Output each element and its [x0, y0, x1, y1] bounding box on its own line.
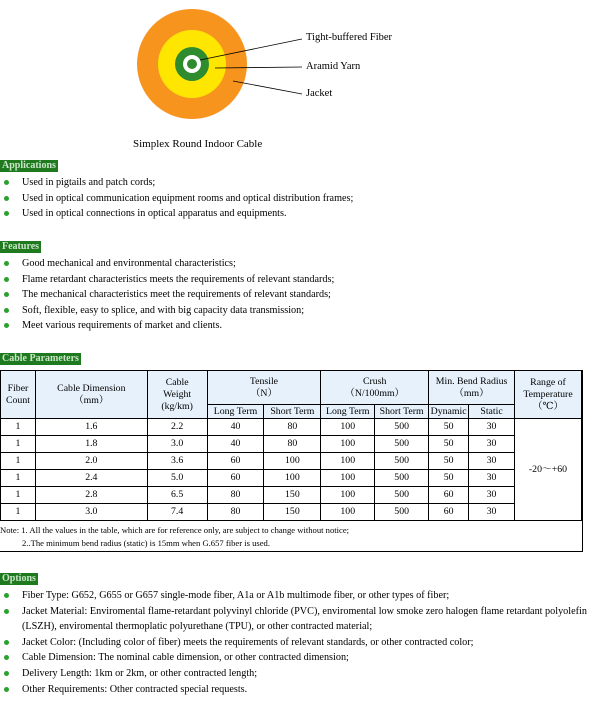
table-cell: 6.5 — [147, 487, 207, 504]
parameters-table — [0, 370, 582, 521]
bullet-icon — [4, 687, 9, 692]
table-cell: 500 — [375, 470, 429, 487]
bullet-icon — [4, 211, 9, 216]
list-item-text: Used in optical connections in optical apparatus and equipments. — [22, 208, 287, 220]
bullet-icon — [4, 277, 9, 282]
options-heading: Options — [2, 573, 36, 584]
table-cell: 30 — [469, 419, 515, 436]
table-cell: 500 — [375, 504, 429, 521]
table-cell: 2.8 — [35, 487, 147, 504]
cable-diagram-svg — [130, 6, 420, 126]
table-cell: 30 — [469, 504, 515, 521]
features-list — [0, 256, 334, 334]
list-item — [0, 604, 597, 635]
table-cell: 30 — [469, 436, 515, 453]
list-item — [0, 666, 597, 682]
note-1: Note: 1. All the values in the table, which are for reference only, are subject to change without notice; — [0, 525, 350, 535]
header-crush-long: Long Term — [321, 405, 375, 419]
table-row — [1, 487, 582, 504]
table-cell: 7.4 — [147, 504, 207, 521]
table-cell: 2.4 — [35, 470, 147, 487]
table-cell: 30 — [469, 470, 515, 487]
table-row — [1, 436, 582, 453]
table-cell: 1 — [1, 436, 36, 453]
list-item — [0, 303, 334, 319]
table-cell: 1.8 — [35, 436, 147, 453]
diagram-caption: Simplex Round Indoor Cable — [133, 138, 263, 150]
bullet-icon — [4, 640, 9, 645]
table-cell: 500 — [375, 453, 429, 470]
table-cell: 500 — [375, 419, 429, 436]
table-cell: 60 — [207, 470, 264, 487]
bullet-icon — [4, 323, 9, 328]
list-item-text: Soft, flexible, easy to splice, and with big capacity data transmission; — [22, 304, 305, 316]
list-item-text: Jacket Color: (Including color of fiber) meets the requirements of relevant standards, or other contracted color; — [22, 636, 474, 648]
header-crush: Crush （N/100mm） — [321, 371, 429, 405]
bullet-icon — [4, 593, 9, 598]
table-cell: 30 — [469, 487, 515, 504]
table-cell: 100 — [264, 470, 321, 487]
label-tight-buffered-fiber: Tight-buffered Fiber — [306, 32, 393, 43]
list-item — [0, 588, 597, 604]
list-item-text: Meet various requirements of market and clients. — [22, 320, 223, 332]
table-cell: 60 — [429, 487, 469, 504]
table-cell: 40 — [207, 419, 264, 436]
list-item-text: Fiber Type: G652, G655 or G657 single-mode fiber, A1a or A1b multimode fiber, or other types of fiber; — [22, 590, 450, 601]
table-cell: 1 — [1, 487, 36, 504]
leader-line-jacket — [233, 81, 302, 94]
cable-cross-section-diagram — [130, 6, 420, 126]
table-cell: 1 — [1, 470, 36, 487]
list-item-text: Delivery Length: 1km or 2km, or other contracted length; — [22, 667, 258, 679]
table-notes — [0, 524, 349, 550]
table-cell: 100 — [264, 453, 321, 470]
bullet-icon — [4, 292, 9, 297]
list-item-text: Used in optical communication equipment rooms and optical distribution frames; — [22, 192, 354, 204]
list-item — [0, 206, 353, 222]
table-cell: 60 — [429, 504, 469, 521]
table-row — [1, 470, 582, 487]
list-item-text: Flame retardant characteristics meets the requirements of relevant standards; — [22, 273, 335, 285]
note-2: 2..The minimum bend radius (static) is 15mm when G.657 fiber is used. — [22, 538, 270, 548]
list-item — [0, 682, 597, 698]
bullet-icon — [4, 609, 9, 614]
list-item — [0, 272, 334, 288]
list-item — [0, 287, 334, 303]
applications-list — [0, 175, 353, 222]
list-item — [0, 650, 597, 666]
fiber-center — [187, 59, 197, 69]
table-cell: 5.0 — [147, 470, 207, 487]
table-cell: 100 — [321, 504, 375, 521]
header-dynamic: Dynamic — [429, 405, 469, 419]
table-cell: 80 — [264, 436, 321, 453]
bullet-icon — [4, 671, 9, 676]
table-cell: 3.6 — [147, 453, 207, 470]
bullet-icon — [4, 196, 9, 201]
header-cable-dimension: Cable Dimension （mm） — [35, 371, 147, 419]
table-cell: 30 — [469, 453, 515, 470]
table-cell: 100 — [321, 487, 375, 504]
table-cell: 100 — [321, 453, 375, 470]
applications-heading: Applications — [2, 160, 56, 171]
table-cell: 3.0 — [35, 504, 147, 521]
bullet-icon — [4, 180, 9, 185]
bullet-icon — [4, 261, 9, 266]
table-cell: 500 — [375, 487, 429, 504]
parameters-heading: Cable Parameters — [2, 353, 79, 364]
table-cell: 1.6 — [35, 419, 147, 436]
table-cell: 1 — [1, 453, 36, 470]
table-row — [1, 504, 582, 521]
label-aramid-yarn: Aramid Yarn — [306, 61, 361, 72]
table-cell: 40 — [207, 436, 264, 453]
table-cell: 500 — [375, 436, 429, 453]
label-jacket: Jacket — [306, 88, 333, 99]
list-item — [0, 635, 597, 651]
list-item-text: Other Requirements: Other contracted special requests. — [22, 683, 248, 695]
table-cell: 1 — [1, 504, 36, 521]
header-bend-radius: Min. Bend Radius （mm） — [429, 371, 515, 405]
header-cable-weight: Cable Weight (kg/km) — [147, 371, 207, 419]
list-item-text: The mechanical characteristics meet the requirements of relevant standards; — [22, 289, 331, 301]
header-static: Static — [469, 405, 515, 419]
table-cell: 50 — [429, 419, 469, 436]
table-cell: 80 — [207, 487, 264, 504]
table-cell: 2.2 — [147, 419, 207, 436]
bullet-icon — [4, 655, 9, 660]
header-temperature: Range of Temperature （℃） — [515, 371, 582, 419]
table-cell: 80 — [207, 504, 264, 521]
bullet-icon — [4, 308, 9, 313]
list-item — [0, 175, 353, 191]
list-item — [0, 318, 334, 334]
options-list — [0, 588, 597, 697]
table-cell: 60 — [207, 453, 264, 470]
table-cell: 100 — [321, 436, 375, 453]
table-row — [1, 453, 582, 470]
table-row — [1, 419, 582, 436]
table-cell: 150 — [264, 487, 321, 504]
list-item — [0, 256, 334, 272]
header-tensile: Tensile （N） — [207, 371, 321, 405]
table-cell: 50 — [429, 470, 469, 487]
table-cell: 3.0 — [147, 436, 207, 453]
header-tensile-short: Short Term — [264, 405, 321, 419]
table-cell: 80 — [264, 419, 321, 436]
table-cell: 50 — [429, 436, 469, 453]
list-item-text: Jacket Material: Enviromental flame-retardant polyvinyl chloride (PVC), enviromental low smoke zero halogen flame retardant polyolefin (LSZH), enviromental thermoplatic polyurethane (TPU), or other contracted material; — [22, 605, 587, 633]
table-cell: 100 — [321, 470, 375, 487]
list-item — [0, 191, 353, 207]
list-item-text: Cable Dimension: The nominal cable dimension, or other contracted dimension; — [22, 652, 349, 664]
table-cell: 100 — [321, 419, 375, 436]
parameters-block — [0, 370, 583, 552]
header-crush-short: Short Term — [375, 405, 429, 419]
table-cell: 2.0 — [35, 453, 147, 470]
table-cell: 1 — [1, 419, 36, 436]
list-item-text: Good mechanical and environmental characteristics; — [22, 258, 236, 269]
features-heading: Features — [2, 241, 40, 252]
table-cell: 150 — [264, 504, 321, 521]
temperature-range-cell: -20～+60 — [515, 419, 582, 521]
header-tensile-long: Long Term — [207, 405, 264, 419]
header-fiber-count: Fiber Count — [1, 371, 36, 419]
table-cell: 50 — [429, 453, 469, 470]
list-item-text: Used in pigtails and patch cords; — [22, 177, 156, 188]
